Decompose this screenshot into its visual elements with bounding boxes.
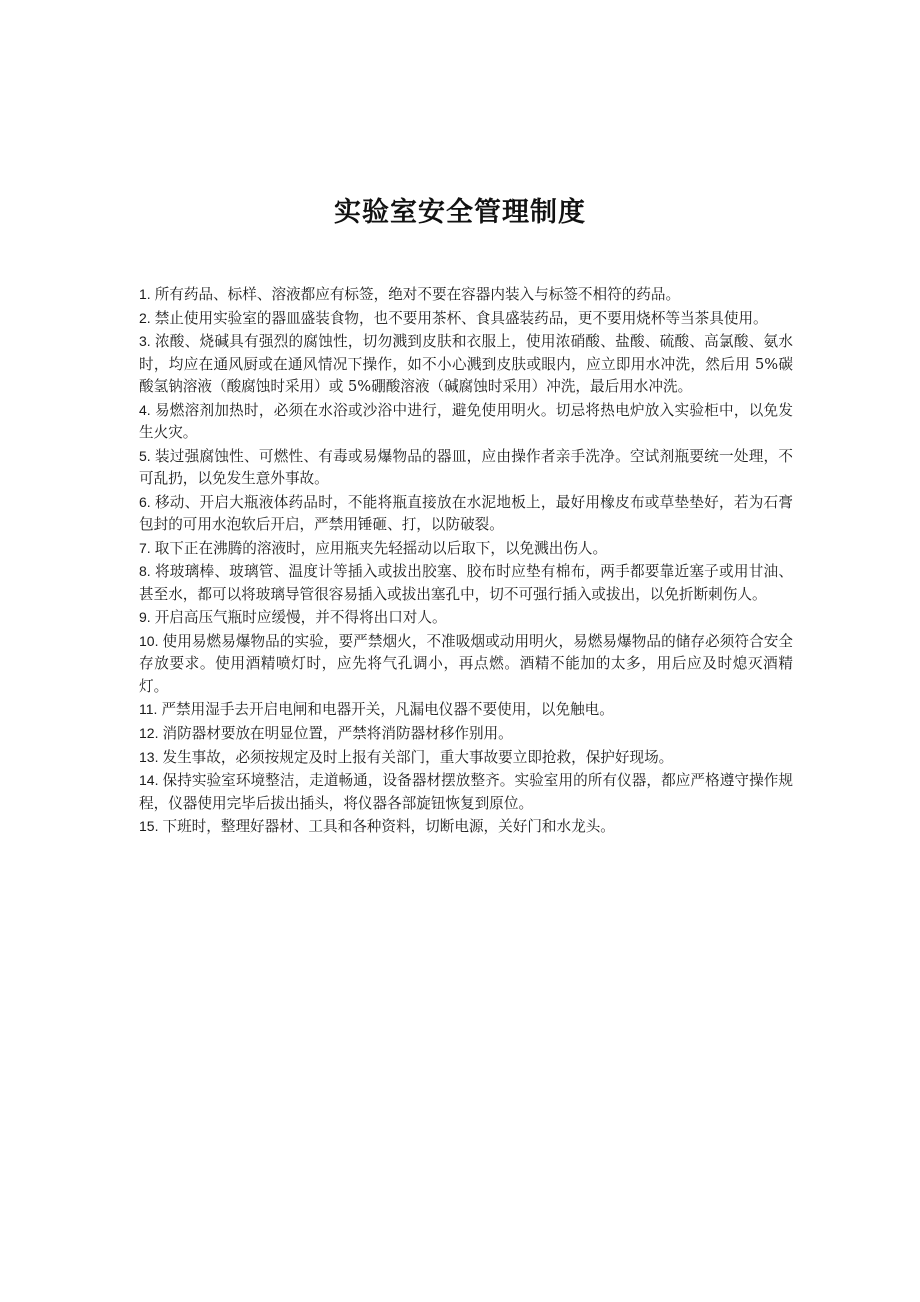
rule-text: 消防器材要放在明显位置，严禁将消防器材移作别用。 (162, 724, 513, 742)
rule-text: 浓酸、烧碱具有强烈的腐蚀性，切勿溅到皮肤和衣服上，使用浓硝酸、盐酸、硫酸、高氯酸、氨水时，均应在通风厨或在通风情况下操作，如不小心溅到皮肤或眼内，应立即用水冲洗，然后用 5%碳酸氢钠溶液（酸腐蚀时采用）或 5%硼酸溶液（碱腐蚀时采用）冲洗，最后用水冲洗。 (139, 333, 793, 395)
rule-item (139, 330, 793, 398)
rule-number: 5. (139, 447, 151, 464)
rule-item (139, 283, 793, 306)
rule-item (139, 445, 793, 491)
rule-item (139, 537, 793, 560)
rule-text: 装过强腐蚀性、可燃性、有毒或易爆物品的器皿，应由操作者亲手洗净。空试剂瓶要统一处理，不可乱扔，以免发生意外事故。 (139, 447, 793, 487)
rule-item (139, 698, 793, 721)
rule-item (139, 746, 793, 769)
rule-text: 取下正在沸腾的溶液时，应用瓶夹先轻摇动以后取下，以免溅出伤人。 (154, 539, 608, 557)
rule-number: 13. (139, 748, 159, 765)
rule-number: 6. (139, 493, 151, 510)
rule-item (139, 606, 793, 629)
rule-item (139, 722, 793, 745)
document-title: 实验室安全管理制度 (334, 197, 586, 228)
rule-item (139, 491, 793, 537)
rule-text: 所有药品、标样、溶液都应有标签，绝对不要在容器内装入与标签不相符的药品。 (154, 286, 681, 303)
rule-number: 2. (139, 309, 151, 326)
rule-text: 移动、开启大瓶液体药品时，不能将瓶直接放在水泥地板上，最好用橡皮布或草垫垫好，若为石膏包封的可用水泡软后开启，严禁用锤砸、打，以防破裂。 (139, 493, 793, 533)
rule-text: 易燃溶剂加热时，必须在水浴或沙浴中进行，避免使用明火。切忌将热电炉放入实验柜中，以免发生火灾。 (139, 401, 793, 441)
rule-number: 8. (139, 563, 151, 580)
rule-number: 4. (139, 401, 151, 418)
rule-number: 7. (139, 539, 151, 556)
rule-text: 禁止使用实验室的器皿盛装食物，也不要用茶杯、食具盛装药品，更不要用烧杯等当茶具使用。 (154, 309, 768, 327)
rules-list (139, 283, 793, 839)
rule-text: 开启高压气瓶时应缓慢，并不得将出口对人。 (154, 609, 447, 627)
rule-item (139, 307, 793, 330)
rule-number: 15. (139, 818, 159, 835)
rule-text: 使用易燃易爆物品的实验，要严禁烟火，不准吸烟或动用明火，易燃易爆物品的储存必须符合安全存放要求。使用酒精喷灯时，应先将气孔调小，再点燃。酒精不能加的太多，用后应及时熄灭酒精灯。 (139, 632, 793, 695)
rule-number: 10. (139, 632, 159, 649)
rule-item (139, 630, 793, 698)
rule-text: 下班时，整理好器材、工具和各种资料，切断电源，关好门和水龙头。 (162, 818, 615, 836)
rule-number: 1. (139, 286, 151, 302)
rule-item (139, 815, 793, 838)
rule-text: 严禁用湿手去开启电闸和电器开关，凡漏电仪器不要使用，以免触电。 (161, 701, 614, 719)
rule-number: 11. (139, 701, 158, 718)
rule-number: 9. (139, 609, 151, 626)
rule-text: 保持实验室环境整洁，走道畅通，设备器材摆放整齐。实验室用的所有仪器，都应严格遵守操作规程，仪器使用完毕后拔出插头，将仪器各部旋钮恢复到原位。 (139, 772, 793, 812)
rule-text: 将玻璃棒、玻璃管、温度计等插入或拔出胶塞、胶布时应垫有棉布，两手都要靠近塞子或用甘油、甚至水，都可以将玻璃导管很容易插入或拔出塞孔中，切不可强行插入或拔出，以免折断刺伤人。 (139, 563, 793, 603)
rule-number: 3. (139, 333, 151, 350)
rule-number: 12. (139, 724, 159, 741)
rule-text: 发生事故，必须按规定及时上报有关部门，重大事故要立即抢救，保护好现场。 (162, 748, 674, 766)
rule-number: 14. (139, 772, 159, 789)
rule-item (139, 560, 793, 606)
rule-item (139, 769, 793, 815)
rule-item (139, 399, 793, 445)
